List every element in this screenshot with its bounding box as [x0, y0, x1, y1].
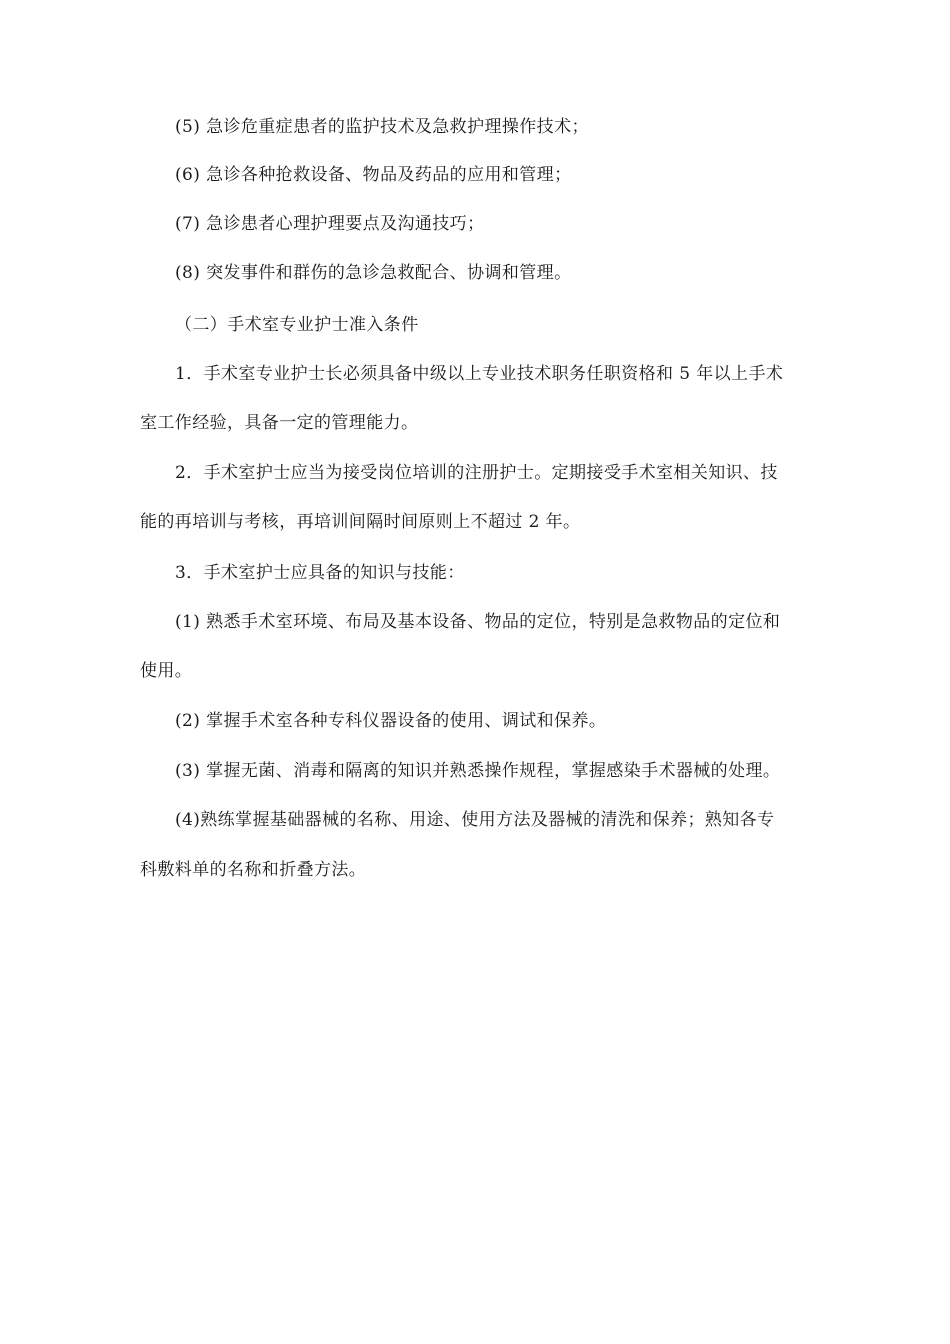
list-item-8: (8) 突发事件和群伤的急诊急救配合、协调和管理。 [175, 263, 572, 283]
paragraph-2-line-2: 能的再培训与考核，再培训间隔时间原则上不超过 2 年。 [140, 512, 581, 532]
paragraph-1-line-2: 室工作经验，具备一定的管理能力。 [140, 413, 419, 433]
section-heading: （二）手术室专业护士准入条件 [175, 315, 419, 335]
sub-item-1-line-1: (1) 熟悉手术室环境、布局及基本设备、物品的定位，特别是急救物品的定位和 [175, 612, 781, 632]
paragraph-1-line-1: 1．手术室专业护士长必须具备中级以上专业技术职务任职资格和 5 年以上手术 [175, 364, 784, 384]
sub-item-4-line-1: (4)熟练掌握基础器械的名称、用途、使用方法及器械的清洗和保养；熟知各专 [175, 810, 775, 830]
paragraph-3: 3．手术室护士应具备的知识与技能： [175, 563, 465, 583]
paragraph-2-line-1: 2．手术室护士应当为接受岗位培训的注册护士。定期接受手术室相关知识、技 [175, 463, 778, 483]
sub-item-4-line-2: 科敷料单的名称和折叠方法。 [140, 860, 367, 880]
sub-item-2: (2) 掌握手术室各种专科仪器设备的使用、调试和保养。 [175, 711, 607, 731]
list-item-7: (7) 急诊患者心理护理要点及沟通技巧； [175, 214, 485, 234]
sub-item-3: (3) 掌握无菌、消毒和隔离的知识并熟悉操作规程，掌握感染手术器械的处理。 [175, 761, 781, 781]
list-item-5: (5) 急诊危重症患者的监护技术及急救护理操作技术； [175, 117, 589, 137]
sub-item-1-line-2: 使用。 [140, 661, 193, 681]
list-item-6: (6) 急诊各种抢救设备、物品及药品的应用和管理； [175, 165, 572, 185]
